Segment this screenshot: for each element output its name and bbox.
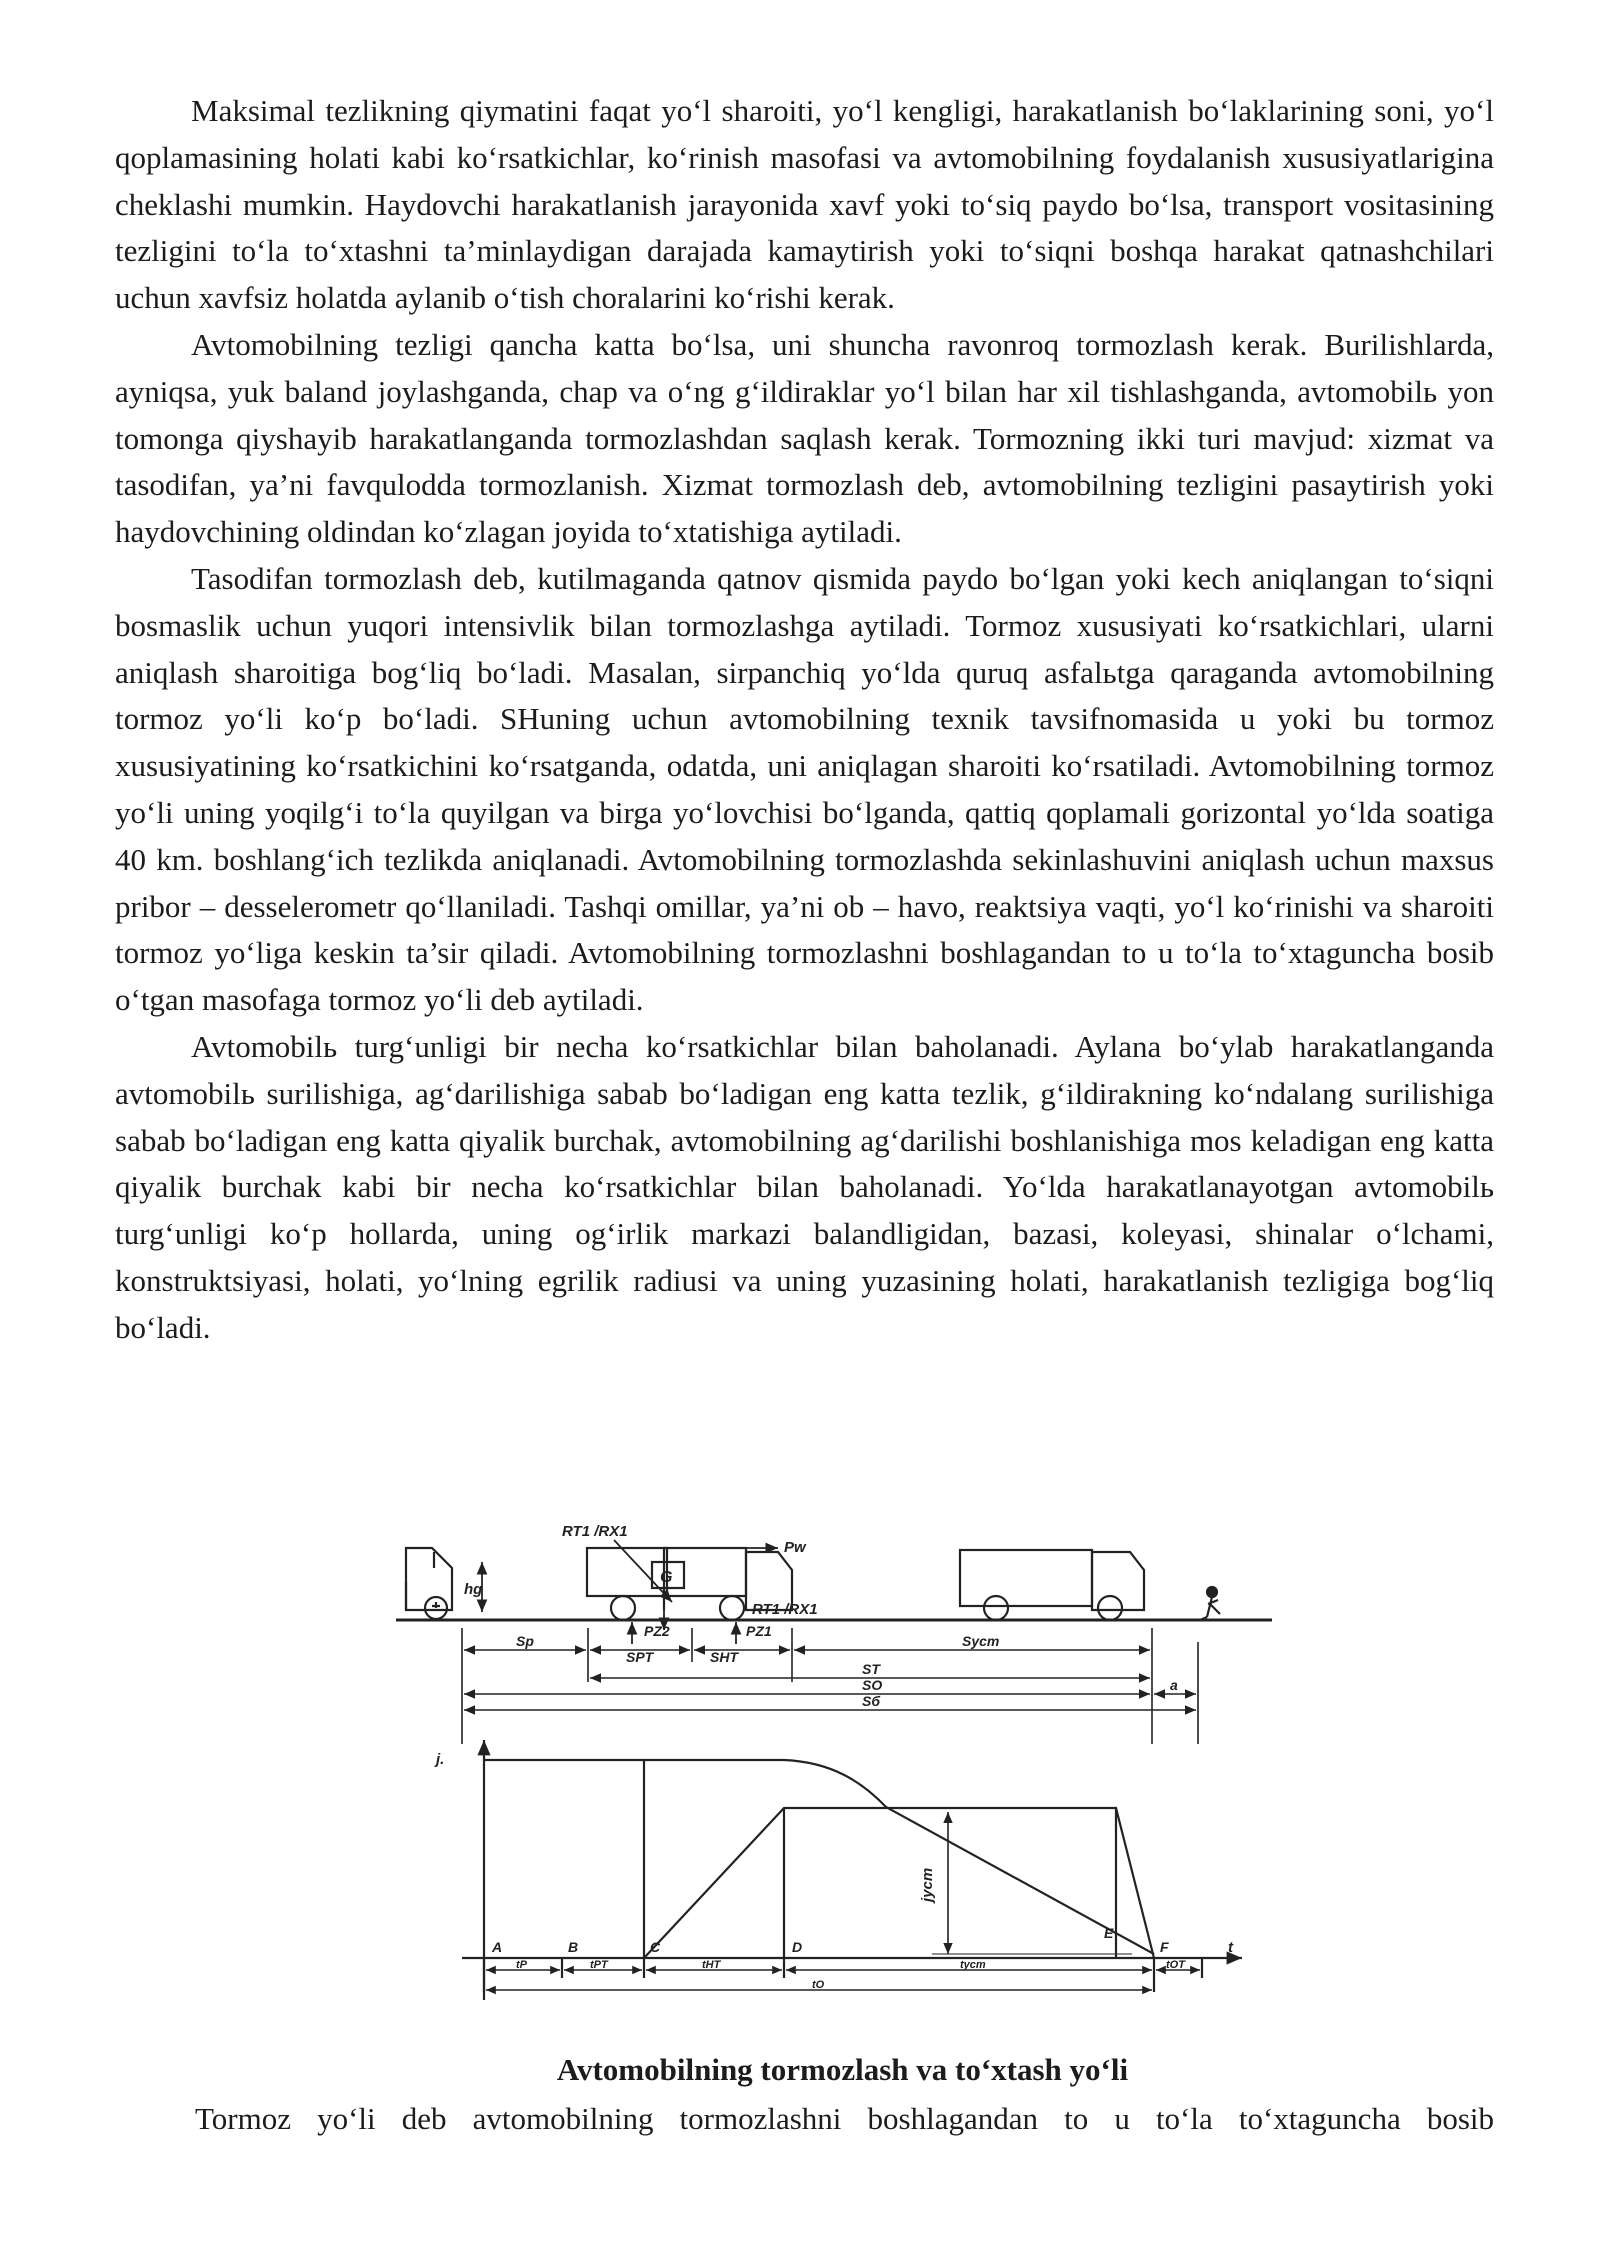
time-tp: tP bbox=[516, 1959, 527, 1971]
time-tust: tуст bbox=[960, 1959, 986, 1971]
label-sht: SHT bbox=[710, 1649, 738, 1665]
point-a: A bbox=[492, 1939, 503, 1955]
point-c: C bbox=[650, 1939, 661, 1955]
braking-diagram bbox=[392, 1522, 1272, 2014]
point-b: B bbox=[568, 1939, 579, 1955]
label-pw: Pw bbox=[784, 1539, 806, 1556]
vehicle-scene bbox=[396, 1548, 1272, 1620]
label-sb: Sб bbox=[862, 1693, 881, 1709]
label-t-axis: t bbox=[1228, 1939, 1233, 1956]
time-tot: tOT bbox=[1166, 1959, 1185, 1971]
label-sp: Sp bbox=[516, 1633, 534, 1649]
time-tpt: tPT bbox=[590, 1959, 608, 1971]
body-text bbox=[115, 88, 1494, 1352]
paragraph: Tasodifan tormozlash deb, kutilmaganda qatnov qismida paydo bo‘lgan yoki kech aniqlangan to‘siqni bosmaslik uchun yuqori intensivlik bilan tormozlashga aytiladi. Tormoz xususiyati ko‘rsatkichlari, ularni aniqlash sharoitiga bog‘liq bo‘ladi. Masalan, sirpanchiq yo‘lda quruq asfalьtga qaraganda avtomobilning tormoz yo‘li ko‘p bo‘ladi. SHuning uchun avtomobilning texnik tavsifnomasida u yoki bu tormoz xususiyatining ko‘rsatkichini ko‘rsatganda, odatda, uni aniqlagan sharoiti ko‘rsatiladi. Avtomobilning tormoz yo‘li uning yoqilg‘i to‘la quyilgan va birga yo‘lovchisi bo‘lganda, qattiq qoplamali gorizontal yo‘lda soatiga 40 km. boshlang‘ich tezlikda aniqlanadi. Avtomobilning tormozlashda sekinlashuvini aniqlash uchun maxsus pribor – desselerometr qo‘llaniladi. Tashqi omillar, ya’ni ob – havo, reaktsiya vaqti, yo‘l ko‘rinishi va sharoiti tormoz yo‘liga keskin ta’sir qiladi. Avtomobilning tormozlashni boshlagandan to u to‘la to‘xtaguncha bosib o‘tgan masofaga tormoz yo‘li deb aytiladi. bbox=[115, 560, 1494, 1018]
label-st: ST bbox=[862, 1661, 880, 1677]
label-rt-rx-top: RT1 /RX1 bbox=[562, 1523, 628, 1540]
label-jyct: jуст bbox=[919, 1867, 936, 1902]
paragraph: Maksimal tezlikning qiymatini faqat yo‘l sharoiti, yo‘l kengligi, harakatlanish bo‘laklarining soni, yo‘l qoplamasining holati kabi ko‘rsatkichlar, ko‘rinish masofasi va avtomobilning foydalanish xususiyatlarigina cheklashi mumkin. Haydovchi harakatlanish jarayonida xavf yoki to‘siq paydo bo‘lsa, transport vositasining tezligini to‘la to‘xtashni ta’minlaydigan darajada kamaytirish yoki to‘siqni boshqa harakat qatnashchilari uchun xavfsiz holatda aylanib o‘tish choralarini ko‘rishi kerak. bbox=[115, 93, 1494, 316]
paragraph-continued: Tormoz yo‘li deb avtomobilning tormozlashni boshlagandan to u to‘la to‘xtaguncha bosib bbox=[195, 2101, 1494, 2136]
label-g: G bbox=[660, 1569, 673, 1586]
paragraph: Avtomobilь turg‘unligi bir necha ko‘rsatkichlar bilan baholanadi. Aylana bo‘ylab harakatlanganda avtomobilь surilishiga, ag‘darilishiga sabab bo‘ladigan eng katta tezlik, g‘ildirakning ko‘ndalang surilishiga sabab bo‘ladigan eng katta qiyalik burchak, avtomobilning ag‘darilishi boshlanishiga mos keladigan eng katta qiyalik burchak kabi bir necha ko‘rsatkichlar bilan baholanadi. Yo‘lda harakatlanayotgan avtomobilь turg‘unligi ko‘p hollarda, uning og‘irlik markazi balandligidan, bazasi, koleyasi, shinalar o‘lchami, konstruktsiyasi, holati, yo‘lning egrilik radiusi va uning yuzasining holati, harakatlanish tezligiga bog‘liq bo‘ladi. bbox=[115, 1028, 1494, 1345]
point-f: F bbox=[1160, 1939, 1169, 1955]
point-d: D bbox=[792, 1939, 803, 1955]
point-e: E bbox=[1104, 1925, 1114, 1941]
label-sust: Sуст bbox=[962, 1633, 1000, 1649]
speed-curve bbox=[484, 1760, 1154, 1954]
label-pz1: PZ1 bbox=[746, 1623, 772, 1639]
braking-diagram-svg bbox=[392, 1522, 1272, 2014]
time-to: tO bbox=[812, 1979, 825, 1991]
label-j-axis: j. bbox=[436, 1751, 445, 1768]
truck-body-stopped bbox=[960, 1550, 1092, 1606]
label-hg: hg bbox=[464, 1581, 483, 1598]
label-rt-rx-mid: RT1 /RX1 bbox=[752, 1601, 818, 1618]
label-pz2: PZ2 bbox=[644, 1623, 670, 1639]
deceleration-curve bbox=[644, 1808, 1154, 1958]
deceleration-graph bbox=[462, 1740, 1242, 2000]
obstacle-icon bbox=[1207, 1587, 1217, 1597]
label-spt: SPT bbox=[626, 1649, 654, 1665]
label-a: a bbox=[1170, 1677, 1178, 1693]
distance-dimensions bbox=[462, 1628, 1198, 1744]
time-tht: tHT bbox=[702, 1959, 721, 1971]
paragraph: Avtomobilning tezligi qancha katta bo‘lsa, uni shuncha ravonroq tormozlash kerak. Burilishlarda, ayniqsa, yuk baland joylashganda, chap va o‘ng g‘ildiraklar yo‘l bilan har xil tishlashganda, avtomobilь yon tomonga qiyshayib harakatlanganda tormozlashdan saqlash kerak. Tormozning ikki turi mavjud: xizmat va tasodifan, ya’ni favqulodda tormozlanish. Xizmat tormozlash deb, avtomobilning tezligini pasaytirish yoki haydovchining oldindan ko‘zlagan joyida to‘xtatishiga aytiladi. bbox=[115, 326, 1494, 550]
figure-caption: Avtomobilning tormozlash va to‘xtash yo‘li bbox=[556, 2052, 1129, 2087]
label-so: SO bbox=[862, 1677, 883, 1693]
